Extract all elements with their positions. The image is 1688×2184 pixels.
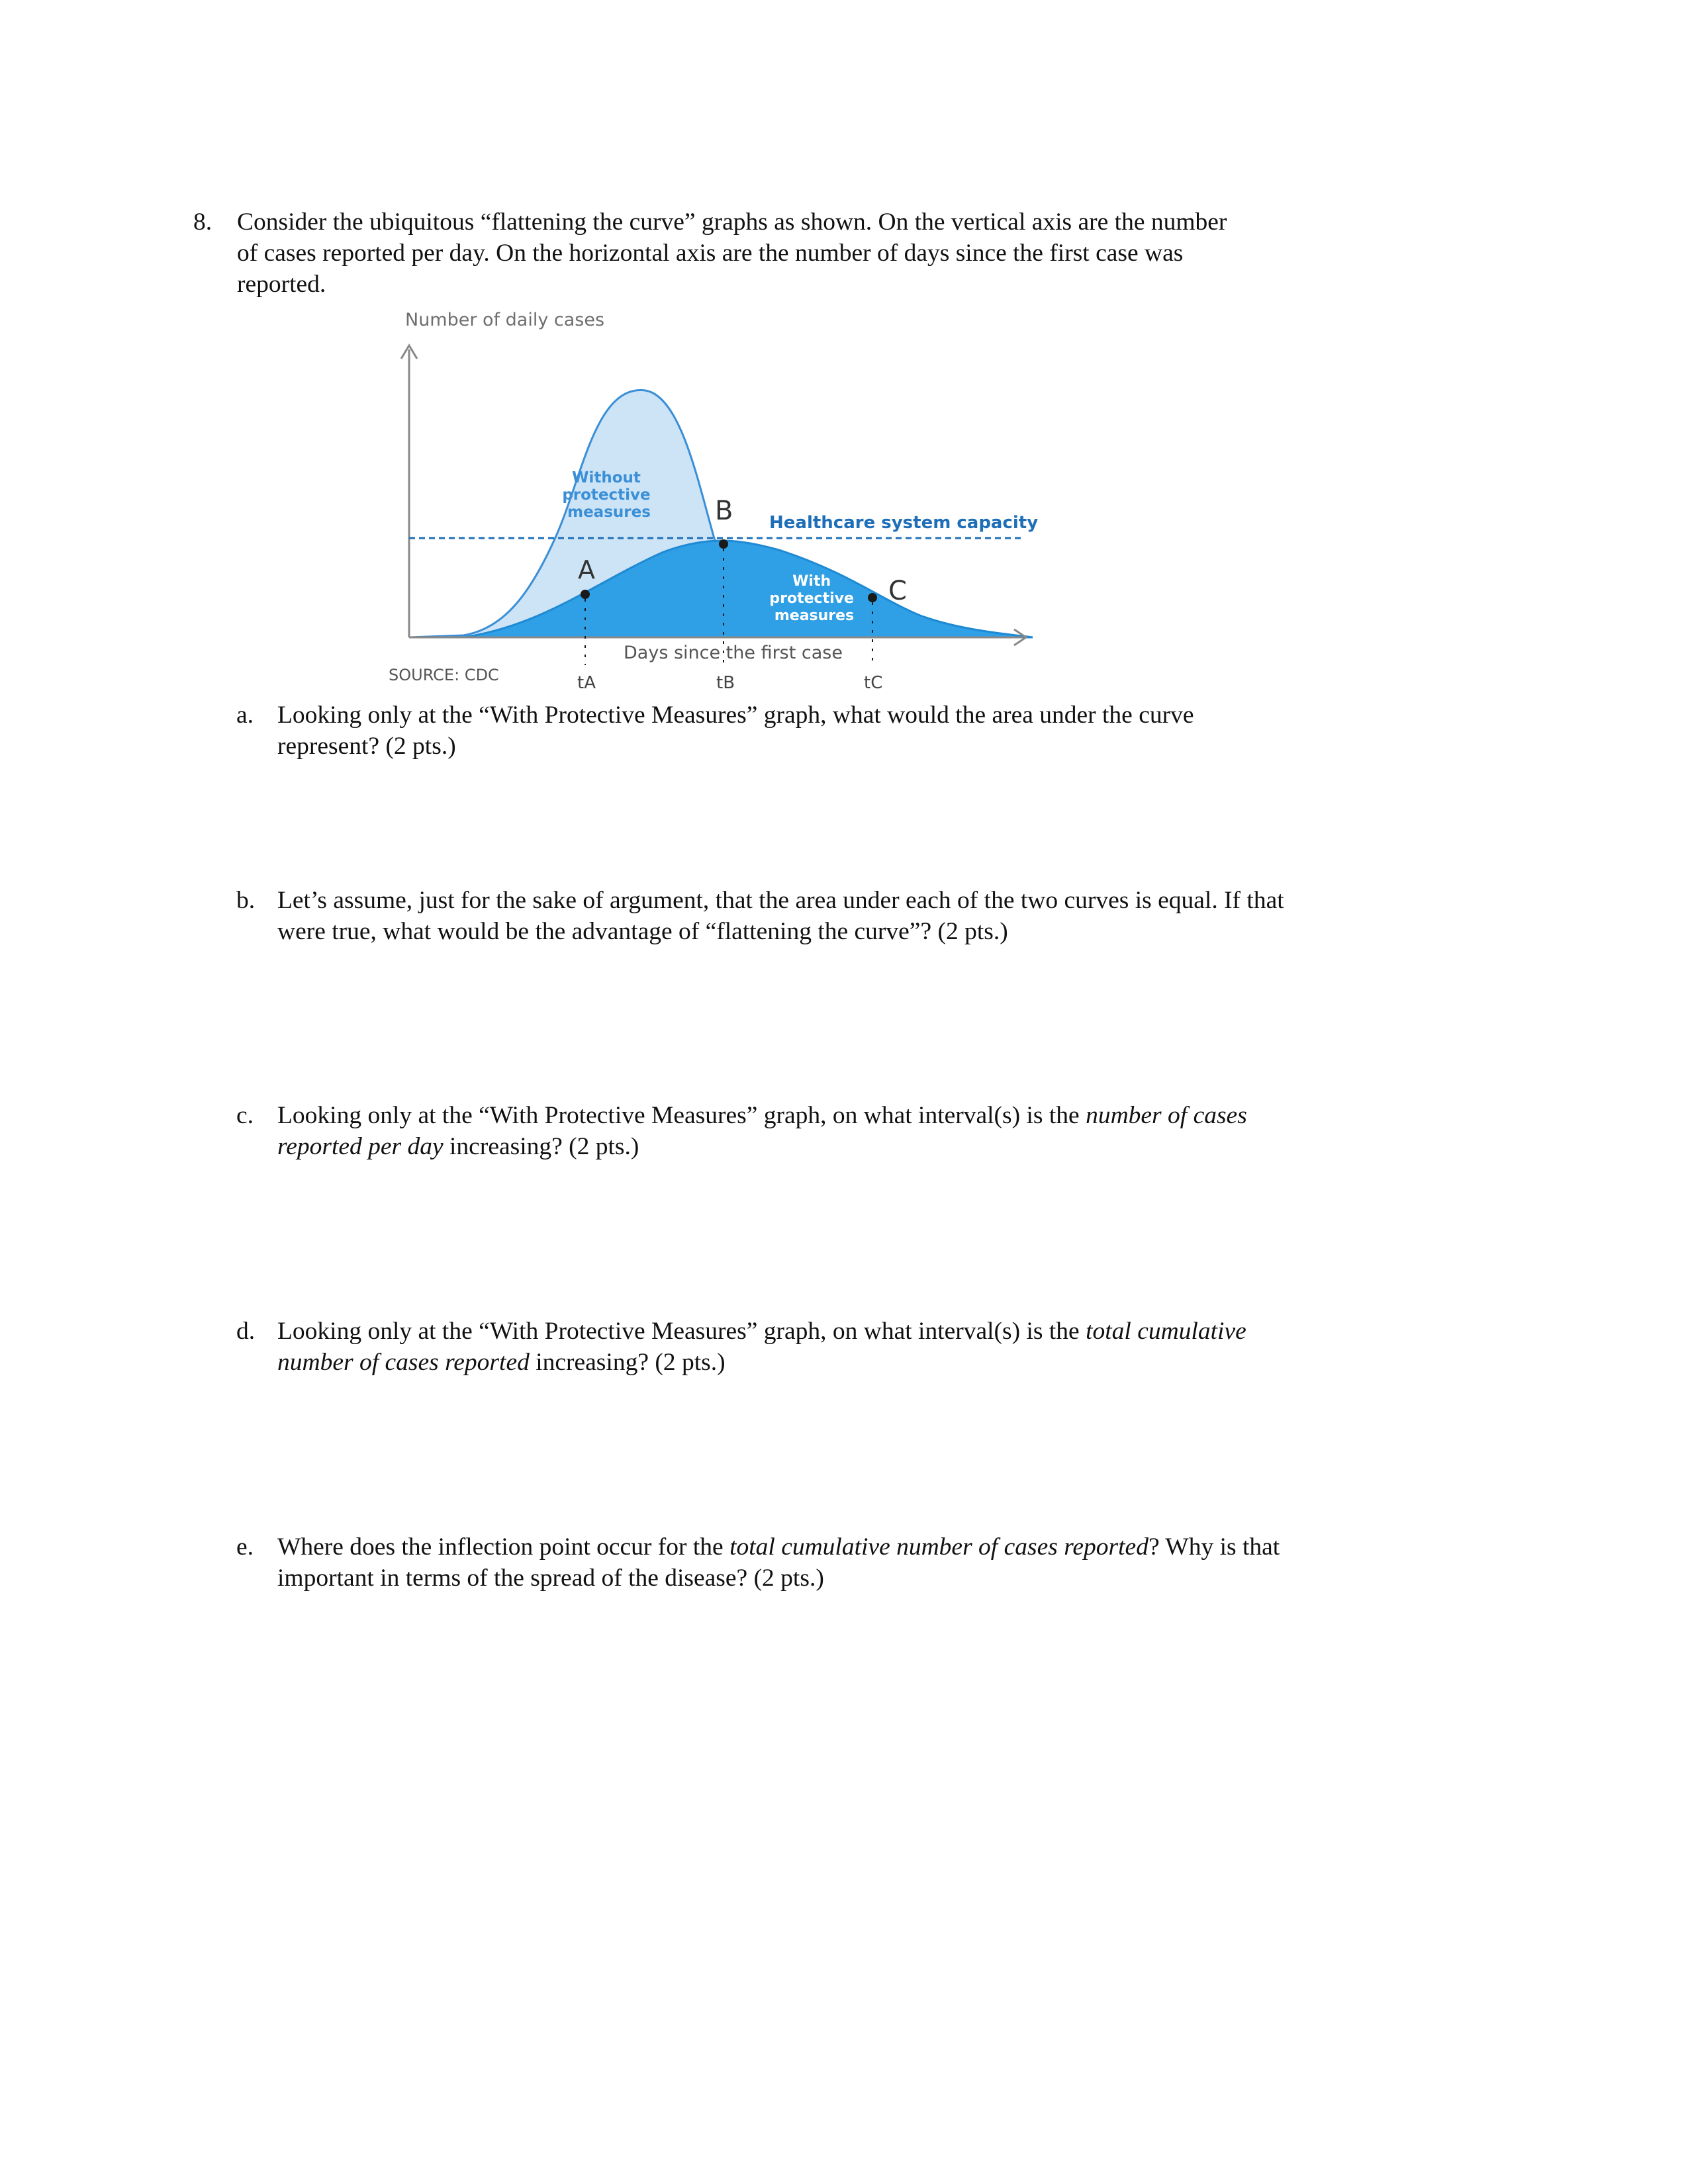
without-label-line-2: protective bbox=[562, 486, 651, 504]
point-a-label: A bbox=[578, 555, 595, 584]
part-text-emphasis: number of cases reported per day bbox=[277, 1102, 1247, 1160]
with-label-line-2: protective bbox=[769, 590, 854, 607]
time-label-b: tB bbox=[716, 673, 735, 693]
with-label-line-3: measures bbox=[774, 608, 855, 624]
part-text-post: increasing? (2 pts.) bbox=[443, 1133, 639, 1160]
part-text bbox=[277, 700, 1297, 762]
y-axis-label: Number of daily cases bbox=[405, 310, 605, 330]
question-number: 8. bbox=[193, 208, 212, 236]
part-text-pre: Looking only at the “With Protective Measures” graph, on what interval(s) is the bbox=[277, 1318, 1086, 1345]
part-text bbox=[277, 1531, 1297, 1594]
point-b-dot bbox=[719, 539, 728, 549]
part-letter: c. bbox=[236, 1102, 254, 1129]
part-text-post: ? Why is that important in terms of the spread of the disease? (2 pts.) bbox=[277, 1533, 1280, 1592]
part-text-pre: Where does the inflection point occur for the bbox=[277, 1533, 730, 1561]
part-text bbox=[277, 1316, 1297, 1378]
part-letter: b. bbox=[236, 887, 256, 914]
question-text: Consider the ubiquitous “flattening the curve” graphs as shown. On the vertical axis are the number of cases reported per day. On the horizontal axis are the number of days since the first case was reported. bbox=[237, 208, 1227, 298]
capacity-label: Healthcare system capacity bbox=[769, 513, 1039, 533]
source-label: SOURCE: CDC bbox=[389, 666, 499, 684]
part-letter: a. bbox=[236, 702, 254, 729]
x-axis-label: Days since the first case bbox=[624, 643, 843, 663]
part-text-pre: Looking only at the “With Protective Measures” graph, on what interval(s) is the bbox=[277, 1102, 1086, 1129]
part-text-pre: Let’s assume, just for the sake of argument, that the area under each of the two curves is equal. If that were true, what would be the advantage of “flattening the curve”? (2 pts.) bbox=[277, 887, 1284, 945]
part-text-pre: Looking only at the “With Protective Measures” graph, what would the area under the curve represent? (2 pts.) bbox=[277, 702, 1194, 760]
without-label-line-3: measures bbox=[567, 504, 651, 521]
part-text bbox=[277, 885, 1297, 947]
part-letter: d. bbox=[236, 1318, 256, 1345]
without-label bbox=[562, 469, 655, 521]
flatten-curve-figure bbox=[0, 0, 1688, 702]
part-letter: e. bbox=[236, 1533, 254, 1561]
with-label-line-1: With bbox=[792, 573, 831, 590]
part-text-emphasis: total cumulative number of cases reported bbox=[729, 1533, 1149, 1561]
point-c-dot bbox=[868, 593, 877, 602]
point-a-dot bbox=[581, 590, 590, 599]
part-text-post: increasing? (2 pts.) bbox=[529, 1349, 726, 1376]
time-label-c: tC bbox=[864, 673, 883, 693]
without-label-line-1: Without bbox=[572, 469, 641, 486]
point-b-label: B bbox=[715, 496, 733, 526]
point-c-label: C bbox=[888, 576, 907, 606]
part-text-emphasis: total cumulative number of cases reported bbox=[277, 1318, 1246, 1376]
time-label-a: tA bbox=[577, 673, 596, 693]
part-text bbox=[277, 1100, 1297, 1162]
